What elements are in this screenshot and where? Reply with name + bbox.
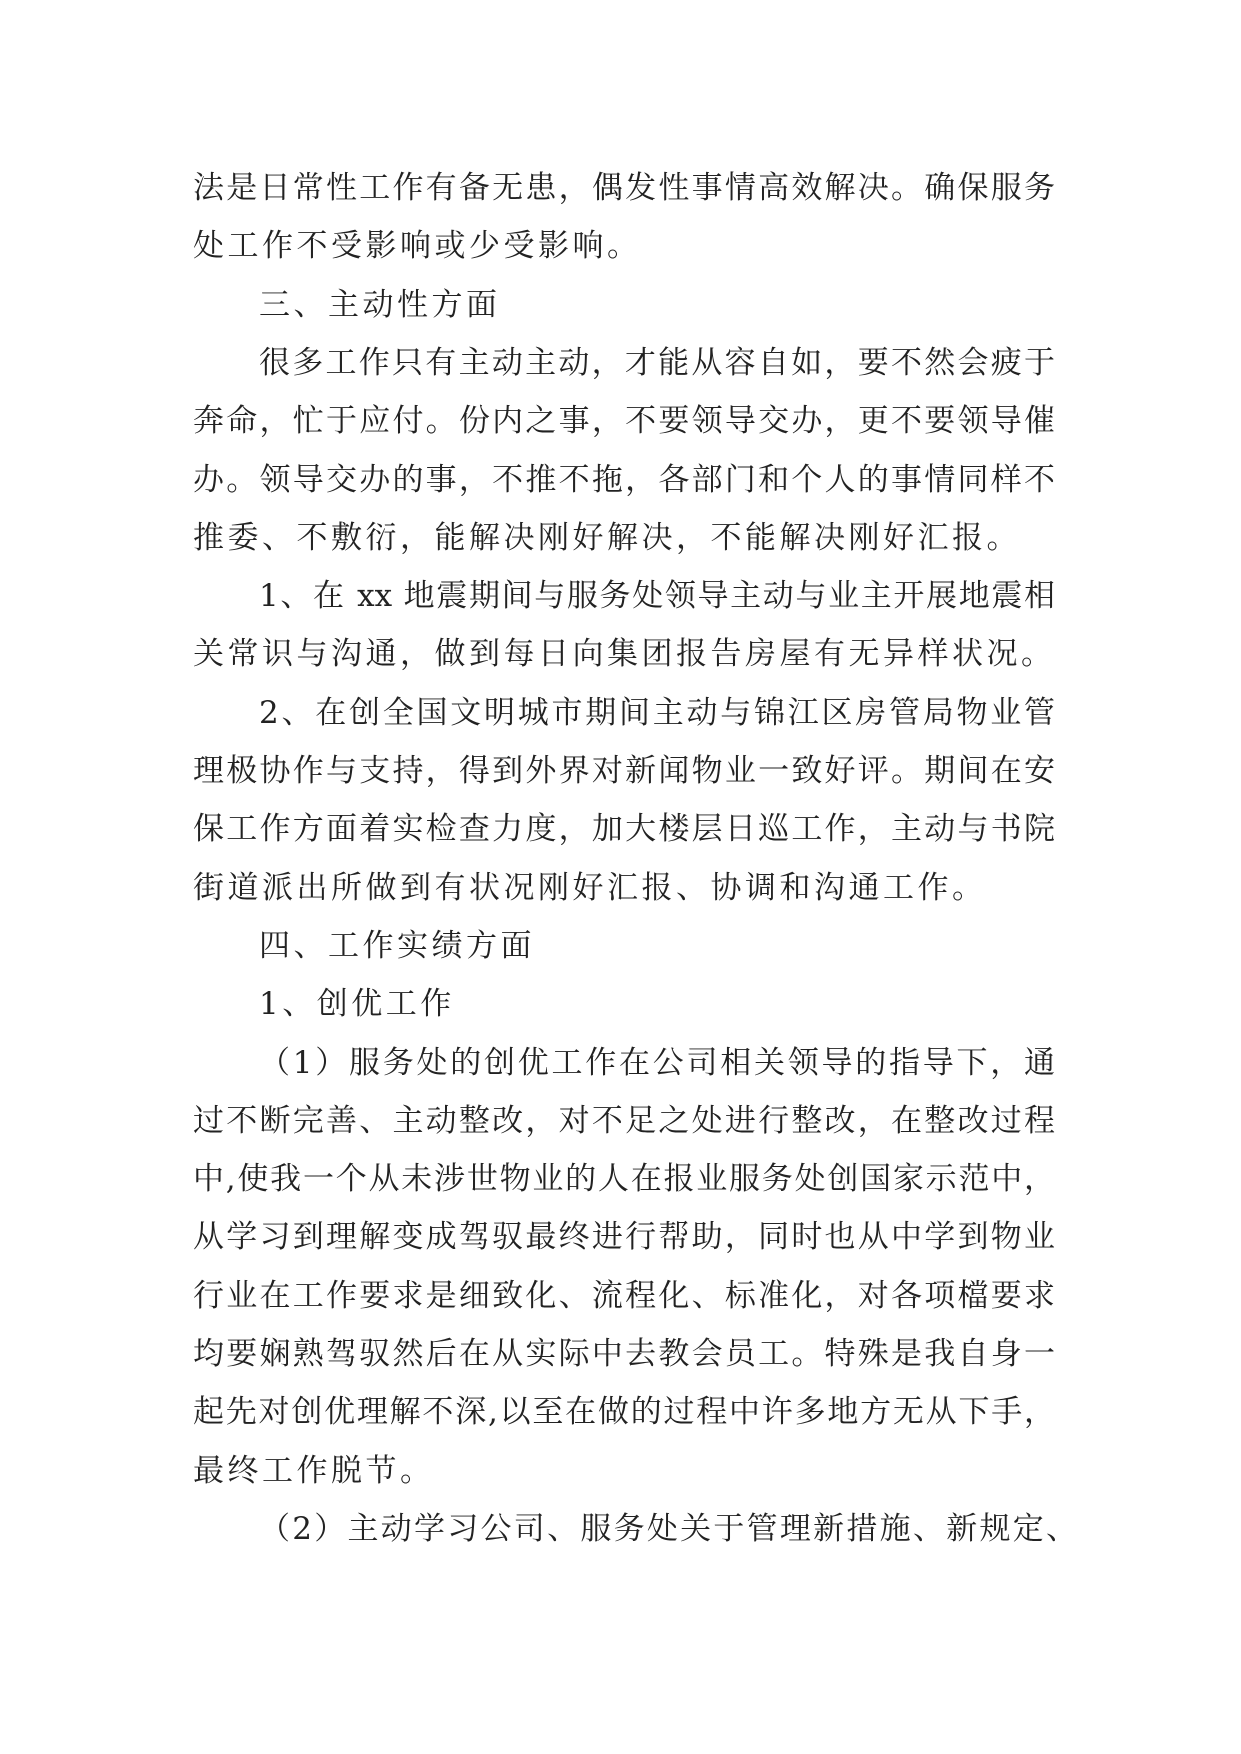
paragraph-line: 很多工作只有主动主动，才能从容自如，要不然会疲于 xyxy=(259,345,1055,381)
paragraph-line: （1）服务处的创优工作在公司相关领导的指导下，通 xyxy=(259,1045,1055,1081)
paragraph-line: 奔命，忙于应付。份内之事，不要领导交办，更不要领导催 xyxy=(193,403,1055,439)
paragraph-line: 1、在 xx 地震期间与服务处领导主动与业主开展地震相 xyxy=(259,578,1055,614)
paragraph-line: 过不断完善、主动整改，对不足之处进行整改，在整改过程 xyxy=(193,1103,1055,1139)
paragraph-line: 法是日常性工作有备无患，偶发性事情高效解决。确保服务 xyxy=(193,170,1055,206)
paragraph-line: 均要娴熟驾驭然后在从实际中去教会员工。特殊是我自身一 xyxy=(193,1336,1055,1372)
paragraph-line: 从学习到理解变成驾驭最终进行帮助，同时也从中学到物业 xyxy=(193,1219,1055,1255)
paragraph-line: 保工作方面着实检查力度，加大楼层日巡工作，主动与书院 xyxy=(193,811,1055,847)
paragraph-line: 理极协作与支持，得到外界对新闻物业一致好评。期间在安 xyxy=(193,753,1055,789)
paragraph-line: 起先对创优理解不深,以至在做的过程中许多地方无从下手， xyxy=(193,1394,1055,1430)
paragraph-line: 推委、不敷衍，能解决刚好解决，不能解决刚好汇报。 xyxy=(193,520,1021,556)
subsection-heading: 1、创优工作 xyxy=(259,986,455,1022)
paragraph-line: （2）主动学习公司、服务处关于管理新措施、新规定、 xyxy=(259,1511,1077,1547)
paragraph-line: 办。领导交办的事，不推不拖，各部门和个人的事情同样不 xyxy=(193,462,1055,498)
paragraph-line: 关常识与沟通，做到每日向集团报告房屋有无异样状况。 xyxy=(193,636,1056,672)
section-heading: 三、主动性方面 xyxy=(259,287,501,323)
section-heading: 四、工作实绩方面 xyxy=(259,928,535,964)
paragraph-line: 2、在创全国文明城市期间主动与锦江区房管局物业管 xyxy=(259,695,1055,731)
paragraph-line: 中,使我一个从未涉世物业的人在报业服务处创国家示范中， xyxy=(193,1161,1055,1197)
paragraph-line: 街道派出所做到有状况刚好汇报、协调和沟通工作。 xyxy=(193,870,987,906)
paragraph-line: 行业在工作要求是细致化、流程化、标准化，对各项檔要求 xyxy=(193,1278,1055,1314)
paragraph-line: 处工作不受影响或少受影响。 xyxy=(193,228,642,264)
paragraph-line: 最终工作脱节。 xyxy=(193,1453,435,1489)
